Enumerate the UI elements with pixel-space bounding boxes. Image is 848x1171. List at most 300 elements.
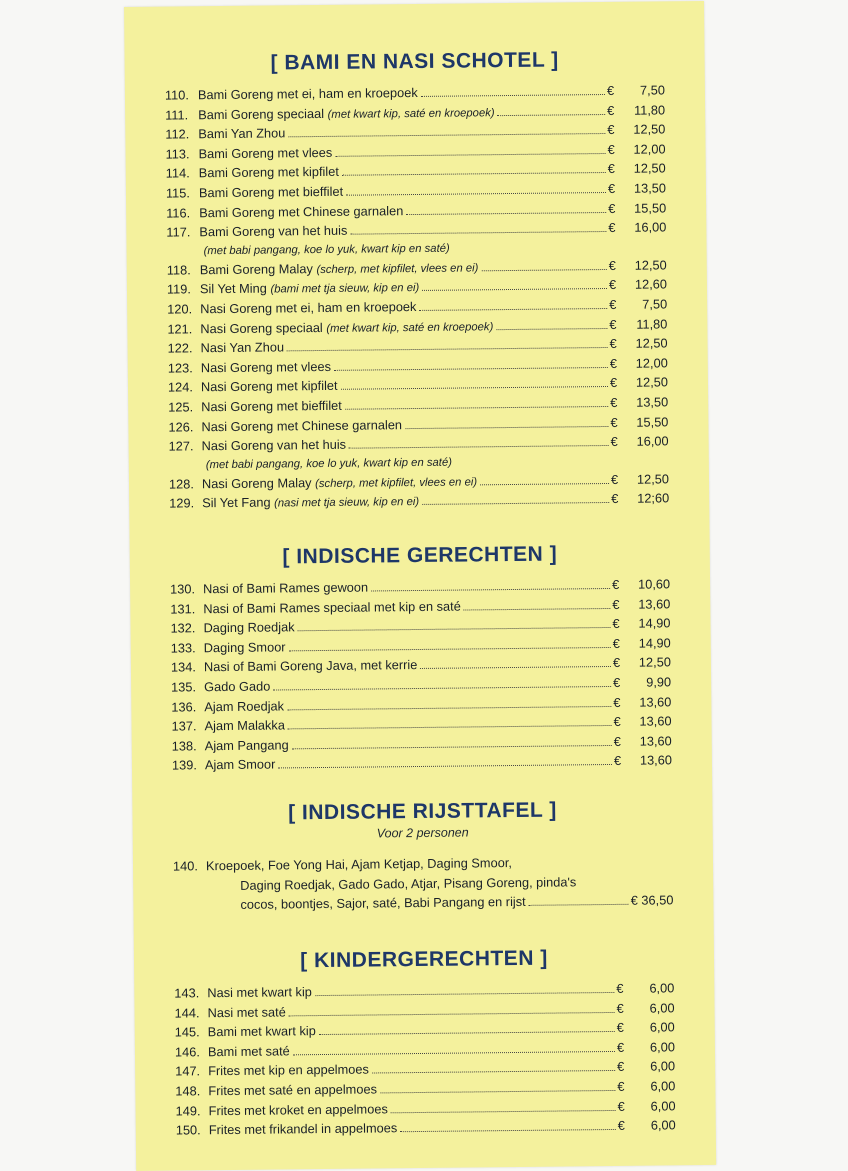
price-value: 14,90 (638, 635, 671, 651)
item-price (614, 731, 672, 751)
leader-dots (420, 666, 611, 669)
item-number: 118. (166, 262, 191, 278)
currency-symbol: € (608, 220, 616, 236)
item-detail: (met kwart kip, saté en kroepoek) (327, 106, 495, 121)
price-value: 13,60 (639, 693, 672, 710)
price-value: 7,50 (639, 82, 665, 98)
item-price (617, 1096, 675, 1116)
item-number: 119. (166, 281, 192, 297)
item-number: 149. (175, 1102, 201, 1119)
item-description (199, 162, 339, 183)
item-number: 144. (174, 1004, 200, 1021)
leader-dots (421, 94, 605, 97)
item-name: Nasi of Bami Rames speciaal met kip en saté (203, 598, 461, 616)
item-line: Daging Roedjak, Gado Gado, Atjar, Pisang Goreng, pinda's (240, 873, 577, 893)
item-name: Frites met kip en appelmoes (208, 1061, 369, 1079)
section-heading (170, 541, 670, 570)
item-name: Nasi Goreng met Chinese garnalen (201, 416, 403, 434)
item-price (607, 100, 665, 120)
section-title: BAMI EN NASI SCHOTEL (284, 48, 545, 75)
currency-symbol: € (612, 576, 620, 592)
item-description (199, 201, 403, 223)
currency-symbol: € (612, 596, 620, 612)
currency-symbol: € (609, 355, 617, 371)
item-detail: (nasi met tja sieuw, kip en ei) (274, 496, 420, 510)
item-number: 146. (174, 1044, 200, 1060)
item-name: Daging Smoor (203, 639, 286, 656)
item-number: 134. (170, 659, 196, 675)
item-description (205, 735, 289, 755)
item-line: cocos, boontjes, Sajor, saté, Babi Pangang en rijst (240, 893, 526, 912)
price-value: 6,00 (650, 1097, 676, 1114)
item-price (610, 373, 668, 393)
item-number: 115. (165, 185, 191, 201)
item-detail: (met kwart kip, saté en kroepoek) (326, 320, 494, 335)
item-name: Nasi of Bami Rames gewoon (203, 579, 369, 597)
item-description (198, 83, 418, 105)
item-number: 148. (175, 1083, 201, 1099)
leader-dots (406, 212, 606, 215)
rijsttafel-item (173, 851, 674, 915)
item-number: 138. (171, 738, 197, 754)
leader-dots (315, 992, 614, 996)
item-price (617, 1037, 675, 1057)
leader-dots (345, 406, 608, 410)
price-value: 16,00 (636, 433, 669, 449)
item-number: 140. (172, 858, 199, 874)
item-price (618, 1115, 676, 1135)
leader-dots (335, 153, 605, 157)
section-indische-rijsttafel (172, 797, 673, 915)
currency-symbol: € (608, 257, 616, 273)
leader-dots (273, 686, 611, 691)
item-number: 121. (167, 320, 193, 337)
item-description (201, 415, 402, 437)
item-description (201, 357, 331, 378)
item-price (608, 178, 666, 198)
currency-symbol: € (609, 375, 618, 391)
item-name: Frites met frikandel in appelmoes (208, 1120, 398, 1138)
currency-symbol: € (617, 1078, 625, 1094)
price-value: 12,50 (635, 374, 669, 391)
item-description (198, 124, 285, 145)
item-description (208, 1079, 377, 1100)
price-value: 6,00 (650, 1058, 676, 1074)
item-description (201, 396, 342, 417)
section-bami-en-nasi (164, 47, 669, 513)
item-description (200, 316, 493, 341)
price-value: 15,50 (634, 199, 667, 216)
item-number: 112. (165, 126, 190, 142)
currency-symbol: € (616, 1000, 624, 1016)
section-heading (164, 47, 664, 76)
item-description (202, 435, 347, 456)
item-description (198, 102, 495, 127)
item-number: 145. (174, 1024, 200, 1040)
price-value: 12,50 (638, 654, 671, 671)
currency-symbol: € (607, 102, 615, 118)
leader-dots (342, 172, 606, 176)
item-description (199, 182, 343, 203)
currency-symbol: € (607, 122, 615, 138)
currency-symbol: € (613, 753, 622, 769)
item-price (612, 574, 670, 594)
leader-dots (292, 745, 612, 749)
item-name: Sil Yet Fang (202, 494, 275, 511)
price-value: 6,00 (650, 1117, 676, 1133)
item-number: 122. (167, 340, 193, 356)
price-value: 13,60 (639, 733, 672, 749)
menu-item (172, 751, 672, 776)
menu-list (174, 978, 676, 1140)
leader-dots (350, 231, 606, 235)
item-number: 124. (167, 379, 194, 395)
item-number: 132. (170, 620, 196, 636)
item-description (207, 982, 312, 1003)
currency-symbol: € (617, 1098, 625, 1114)
item-line-last (206, 890, 673, 914)
price-value: 12,00 (633, 141, 666, 157)
price-value: 13,50 (633, 180, 667, 196)
item-number: 117. (166, 224, 191, 240)
item-number: 114. (165, 165, 190, 181)
item-price (608, 218, 666, 238)
leader-dots (287, 706, 611, 710)
item-price (608, 159, 666, 179)
item-description (201, 376, 338, 397)
item-price (607, 139, 665, 159)
section-title: INDISCHE GERECHTEN (296, 542, 544, 569)
item-description (203, 578, 368, 599)
leader-dots (529, 904, 629, 906)
item-line: Kroepoek, Foe Yong Hai, Ajam Ketjap, Daging Smoor, (205, 855, 512, 874)
price-value: 7,50 (642, 296, 668, 312)
currency-symbol: € (609, 316, 617, 332)
leader-dots (422, 288, 607, 291)
currency-symbol: € (613, 694, 621, 710)
item-name: Ajam Malakka (204, 717, 285, 734)
item-name: Bami Goreng met Chinese garnalen (199, 202, 404, 220)
item-price (609, 275, 667, 295)
currency-symbol: € (606, 82, 615, 98)
item-number: 143. (174, 985, 200, 1001)
item-number: 130. (170, 581, 196, 597)
price-value: 10,60 (637, 576, 671, 592)
bracket-open: [ (270, 51, 279, 75)
item-description (209, 1118, 398, 1140)
item-number: 137. (171, 718, 197, 734)
item-price (609, 294, 667, 314)
bracket-close: ] (540, 946, 548, 970)
currency-symbol: € (616, 1020, 624, 1036)
item-name: Nasi Goreng Malay (201, 474, 316, 491)
price-value: 6,00 (649, 1039, 676, 1055)
bracket-close: ] (549, 542, 558, 566)
price-value: 15,50 (636, 413, 669, 430)
item-name: Bami Goreng met ei, ham en kroepoek (197, 84, 418, 103)
leader-dots (372, 1070, 615, 1074)
leader-dots (298, 627, 611, 631)
currency-symbol: € (610, 394, 618, 410)
leader-dots (278, 764, 612, 768)
item-name: Bami met kwart kip (207, 1023, 316, 1040)
price-value: 13,60 (639, 713, 672, 729)
item-price (616, 998, 674, 1018)
leader-dots (498, 114, 606, 116)
item-name: Bami Goreng met vlees (198, 144, 333, 162)
item-description (208, 1041, 290, 1061)
section-title: INDISCHE RIJSTTAFEL (301, 798, 544, 825)
price-value: 16,00 (634, 219, 667, 235)
item-description (202, 491, 419, 515)
item-name: Nasi Goreng met bieffilet (201, 397, 342, 415)
bracket-open: [ (300, 949, 308, 973)
leader-dots (334, 367, 608, 371)
item-price (613, 653, 671, 673)
currency-symbol: € (616, 980, 624, 996)
item-price (610, 392, 668, 412)
price-value: 13,50 (636, 394, 669, 410)
item-price (631, 890, 674, 910)
item-detail: (bami met tja sieuw, kip en ei) (270, 282, 420, 296)
item-number: 116. (166, 204, 191, 221)
leader-dots (422, 502, 609, 505)
item-description (203, 596, 461, 618)
item-note: (met babi pangang, koe lo yuk, kwart kip en saté) (203, 242, 450, 257)
item-name: Nasi Goreng met ei, ham en kroepoek (200, 298, 417, 317)
currency-symbol: € (607, 180, 616, 196)
item-number: 129. (169, 495, 195, 511)
item-price (613, 711, 671, 731)
item-name: Nasi met saté (207, 1003, 286, 1020)
item-price (614, 751, 672, 771)
item-number: 128. (168, 476, 195, 492)
leader-dots (380, 1090, 615, 1093)
item-description (204, 696, 284, 716)
item-description (204, 716, 285, 736)
leader-dots (346, 192, 606, 196)
item-note: (met babi pangang, koe lo yuk, kwart kip en saté) (205, 456, 453, 471)
item-number: 147. (175, 1063, 201, 1079)
price-value: 9,90 (646, 674, 672, 690)
item-description (208, 1021, 316, 1042)
price-value: 6,00 (649, 980, 675, 996)
currency-symbol: € (613, 674, 621, 690)
item-price (612, 594, 670, 614)
leader-dots (287, 347, 608, 351)
item-name: Nasi Goreng van het huis (201, 436, 347, 454)
item-description (200, 297, 416, 319)
item-price (608, 198, 666, 218)
currency-symbol: € (612, 655, 621, 671)
item-number: 110. (164, 87, 189, 103)
currency-symbol: € (610, 471, 619, 487)
item-description (204, 655, 418, 677)
item-name: Ajam Smoor (204, 756, 276, 773)
price-value: 11,80 (636, 315, 668, 332)
item-number: 133. (170, 640, 196, 656)
item-number: 120. (167, 301, 193, 317)
item-name: Bami met saté (207, 1043, 290, 1059)
item-number: 123. (167, 360, 193, 376)
price-value: 12;60 (637, 490, 670, 506)
currency-symbol: € (611, 491, 619, 507)
item-number: 135. (171, 679, 197, 695)
price-value: 12,50 (633, 160, 666, 177)
menu-item (176, 1115, 676, 1140)
leader-dots (289, 647, 611, 651)
price-value: 14,90 (638, 615, 671, 631)
item-name: Nasi Goreng met kipfilet (200, 378, 338, 395)
price-value: 11,80 (633, 101, 666, 118)
section-indische-gerechten (170, 541, 672, 775)
leader-dots (481, 269, 606, 271)
leader-dots (405, 425, 608, 428)
item-description (205, 755, 276, 775)
item-name: Bami Goreng Malay (199, 260, 317, 278)
section-heading (172, 797, 672, 826)
item-description (198, 143, 332, 164)
item-number: 111. (165, 106, 189, 123)
leader-dots (288, 133, 605, 137)
price-value: 12,50 (634, 257, 667, 273)
section-heading (174, 945, 674, 974)
item-name: Nasi of Bami Goreng Java, met kerrie (203, 657, 418, 675)
item-name: Ajam Pangang (204, 737, 289, 753)
currency-symbol: € (609, 336, 617, 352)
item-price (613, 692, 671, 712)
item-name: Daging Roedjak (203, 619, 295, 636)
item-detail: (scherp, met kipfilet, vlees en ei) (316, 262, 479, 276)
item-price (609, 333, 667, 353)
item-name: Bami Goreng speciaal (198, 105, 328, 122)
price-value: 12,50 (633, 121, 666, 137)
leader-dots (496, 328, 607, 330)
item-number: 136. (171, 698, 197, 715)
bracket-open: [ (282, 545, 291, 569)
item-name: Nasi Goreng met vlees (200, 358, 332, 375)
price-value: 12,50 (636, 471, 670, 487)
item-description (200, 338, 284, 358)
item-number: 139. (171, 757, 197, 773)
section-subtitle: Voor 2 personen (376, 825, 469, 841)
leader-dots (289, 1012, 615, 1016)
item-detail: (scherp, met kipfilet, vlees en ei) (315, 476, 478, 490)
currency-symbol: € (613, 733, 621, 749)
item-name: Gado Gado (204, 678, 271, 695)
item-price (613, 633, 671, 653)
item-price (610, 431, 668, 451)
currency-symbol: € (617, 1059, 625, 1075)
item-price (610, 412, 668, 432)
currency-symbol: € (607, 161, 615, 177)
item-number: 150. (175, 1122, 201, 1138)
item-number: 113. (165, 146, 190, 162)
price-value: 6,00 (649, 999, 675, 1016)
currency-symbol: € (608, 200, 616, 216)
item-name: Bami Goreng met bieffilet (198, 183, 344, 201)
bracket-close: ] (551, 48, 559, 72)
currency-symbol: € (616, 1039, 625, 1055)
item-description (208, 1060, 369, 1081)
item-price (616, 978, 674, 998)
item-name: Nasi met kwart kip (207, 984, 312, 1001)
item-number: 125. (168, 399, 194, 415)
leader-dots (293, 1051, 615, 1055)
item-name: Bami Goreng met kipfilet (198, 164, 339, 181)
item-description (204, 637, 286, 657)
item-price (617, 1076, 675, 1096)
price-value: 13,60 (638, 595, 671, 612)
item-description (199, 221, 347, 242)
item-description (204, 677, 270, 697)
item-price (611, 489, 669, 509)
currency-symbol: € (612, 616, 620, 632)
item-price (607, 80, 665, 100)
currency-symbol: € (617, 1118, 625, 1134)
item-name: Ajam Roedjak (204, 697, 285, 714)
leader-dots (319, 1031, 615, 1035)
item-number: 126. (168, 418, 194, 435)
currency-symbol: € (630, 892, 638, 908)
item-name: Sil Yet Ming (199, 280, 271, 297)
leader-dots (480, 483, 609, 485)
price-value: 12,60 (634, 276, 668, 293)
item-name: Frites met kroket en appelmoes (208, 1100, 388, 1118)
item-price (611, 469, 669, 489)
currency-symbol: € (613, 714, 621, 730)
leader-dots (288, 725, 612, 729)
price-value: 6,00 (649, 1019, 675, 1035)
item-description (203, 617, 294, 638)
item-number: 127. (168, 438, 194, 454)
menu-sheet (124, 1, 716, 1171)
leader-dots (371, 588, 610, 592)
item-description (208, 1099, 387, 1120)
section-kindergerechten (174, 945, 676, 1140)
bracket-open: [ (288, 801, 296, 825)
leader-dots (419, 308, 607, 311)
currency-symbol: € (609, 296, 617, 312)
leader-dots (400, 1129, 616, 1132)
currency-symbol: € (608, 277, 617, 293)
item-name: Bami Yan Zhou (198, 125, 286, 142)
item-price (612, 614, 670, 634)
item-price (610, 353, 668, 373)
item-name: Nasi Yan Zhou (200, 339, 285, 356)
item-price (609, 314, 667, 334)
price-value: 13,60 (639, 752, 673, 769)
price-value: 12,00 (635, 355, 668, 371)
leader-dots (391, 1110, 616, 1113)
currency-symbol: € (612, 635, 620, 651)
item-price (613, 672, 671, 692)
item-name: Nasi Goreng speciaal (200, 319, 327, 336)
currency-symbol: € (607, 141, 615, 157)
menu-list (170, 574, 672, 775)
currency-symbol: € (610, 433, 618, 450)
price-value: 36,50 (641, 892, 674, 908)
item-name: Frites met saté en appelmoes (208, 1081, 378, 1099)
currency-symbol: € (610, 414, 618, 430)
leader-dots (341, 386, 608, 390)
item-price (617, 1018, 675, 1038)
item-name: Bami Goreng van het huis (199, 222, 348, 240)
leader-dots (349, 445, 609, 449)
item-description (207, 1002, 285, 1022)
price-value: 12,50 (635, 335, 668, 351)
item-price (607, 120, 665, 140)
